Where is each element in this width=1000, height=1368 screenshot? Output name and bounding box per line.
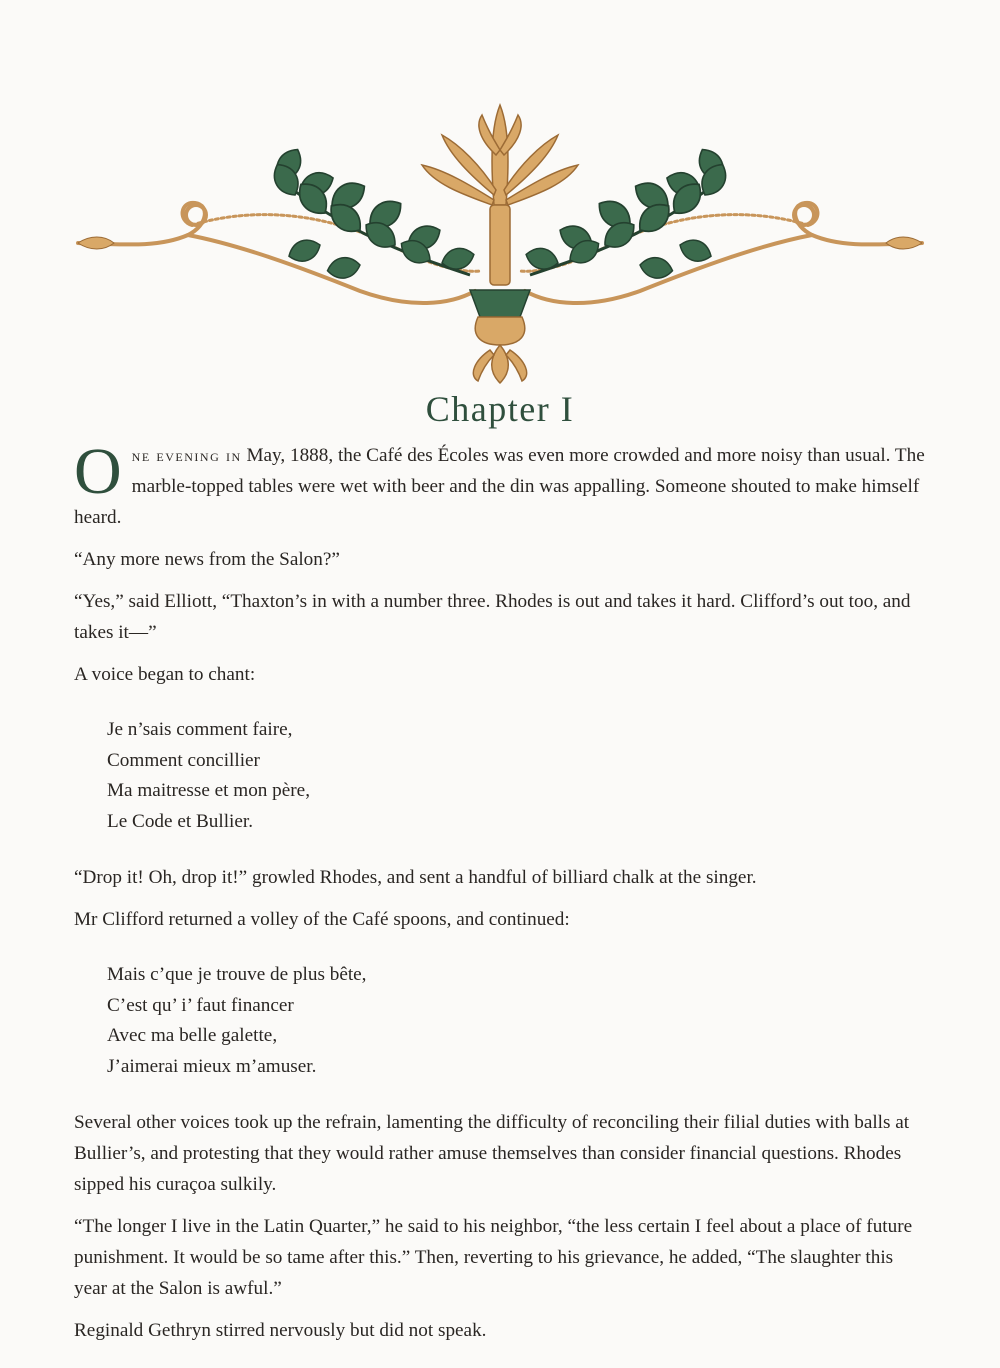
paragraph: Several other voices took up the refrain, lamenting the difficulty of reconciling their filial duties with balls at Bullier’s, and protesting that they would rather amuse themselves than consider financial questions. Rhodes sipped his curaçoa sulkily. (74, 1112, 910, 1195)
paragraph: “Any more news from the Salon?” (74, 549, 340, 570)
verse-line: Ma maitresse et mon père, (107, 780, 310, 801)
opening-small-caps: ne evening in (131, 446, 242, 465)
verse-line: J’aimerai mieux m’amuser. (107, 1055, 317, 1077)
paragraph: A voice began to chant: (74, 664, 256, 685)
verse-line: C’est qu’ i’ faut financer (107, 994, 294, 1016)
chapter-text (74, 435, 926, 1357)
opening-text: May, 1888, the Café des Écoles was even more crowded and more noisy than usual. The marble-topped tables were wet with beer and the din was appalling. Someone shouted to make himself heard. (74, 445, 925, 528)
opening-paragraph (74, 435, 926, 533)
verse-line: Avec ma belle galette, (107, 1025, 278, 1046)
paragraph: “Drop it! Oh, drop it!” growled Rhodes, and sent a handful of billiard chalk at the singer. (74, 867, 757, 888)
verse-line: Comment concillier (107, 749, 260, 771)
paragraph: “Yes,” said Elliott, “Thaxton’s in with a number three. Rhodes is out and takes it hard. Clifford’s out too, and takes it—” (74, 591, 911, 643)
paragraph: Reginald Gethryn stirred nervously but did not speak. (74, 1320, 487, 1341)
verse-line: Le Code et Bullier. (107, 810, 254, 832)
verse-block (107, 960, 926, 1082)
verse-block (107, 715, 926, 837)
paragraph: Mr Clifford returned a volley of the Café spoons, and continued: (74, 909, 570, 930)
paragraph: “The longer I live in the Latin Quarter,” he said to his neighbor, “the less certain I feel about a place of future punishment. It would be so tame after this.” Then, reverting to his grievance, he added, “The slaughter this year at the Salon is awful.” (74, 1216, 913, 1299)
drop-cap: O (74, 435, 122, 508)
laurel-scroll-ornament-icon (70, 95, 930, 390)
verse-line: Mais c’que je trouve de plus bête, (107, 964, 367, 985)
chapter-title: Chapter I (425, 389, 575, 429)
verse-line: Je n’sais comment faire, (107, 719, 293, 740)
